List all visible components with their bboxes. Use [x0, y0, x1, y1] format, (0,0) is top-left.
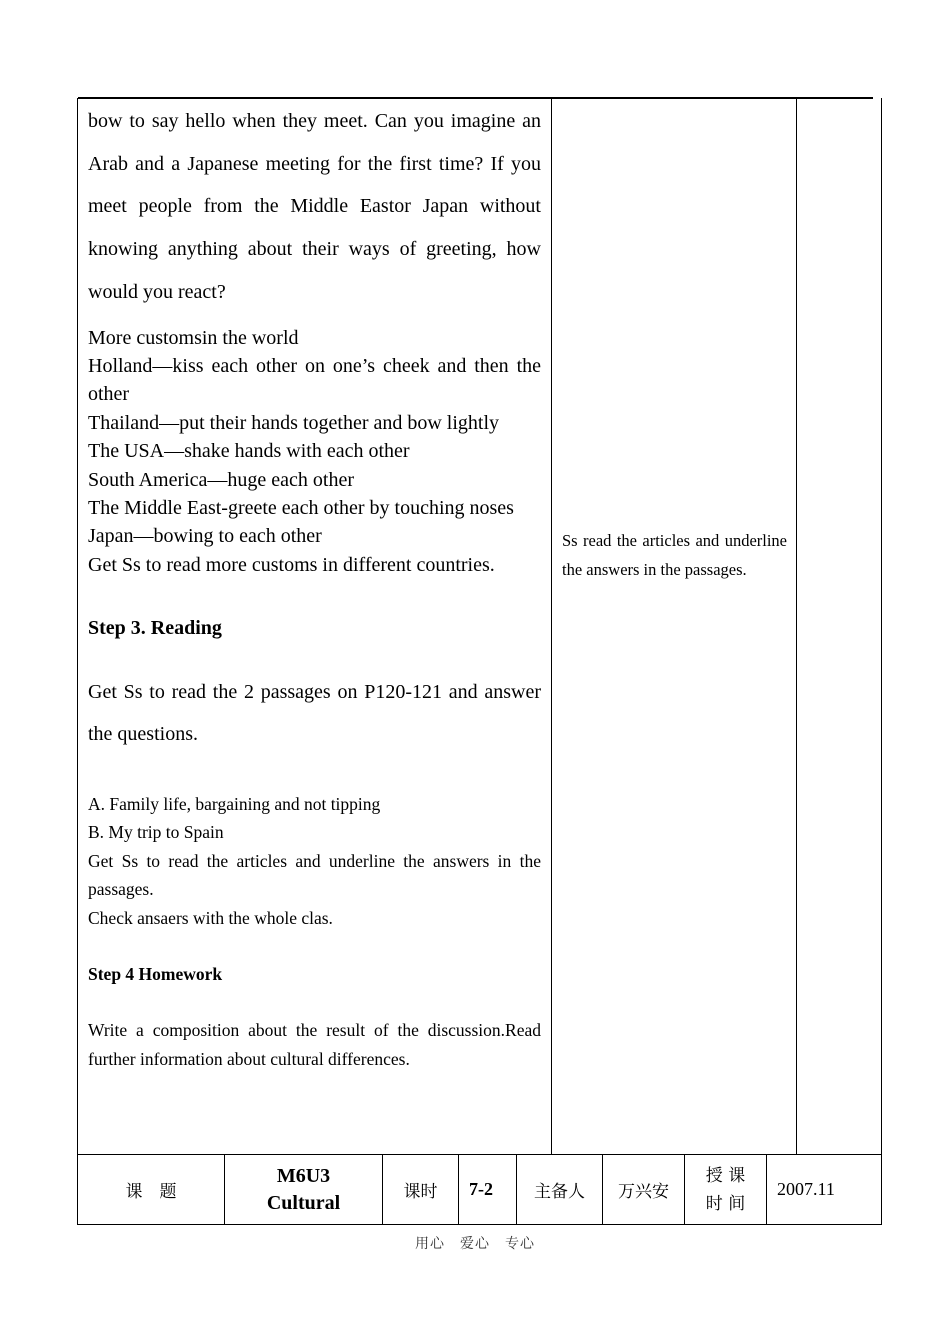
period-value: 7-2	[469, 1179, 493, 1199]
column-divider-1	[551, 98, 552, 1155]
table-border-left	[77, 98, 78, 1225]
step3-instruction: Get Ss to read the 2 passages on P120-121 and answer the questions.	[88, 680, 541, 746]
topic-value-line2: Cultural	[266, 1191, 341, 1214]
passage-item: A. Family life, bargaining and not tipping	[88, 793, 381, 814]
period-value-cell	[459, 1155, 516, 1224]
preparer-label-cell	[517, 1155, 602, 1224]
custom-item: Japan—bowing to each other	[88, 525, 322, 548]
period-label: 课时	[403, 1182, 438, 1202]
preparer-value: 万兴安	[618, 1182, 669, 1202]
preparer-label: 主备人	[534, 1182, 585, 1202]
time-label-cell	[685, 1155, 766, 1224]
time-value-cell	[767, 1155, 881, 1224]
step4-heading: Step 4 Homework	[88, 964, 223, 985]
top-rule	[78, 97, 873, 99]
check-instruction: Check ansaers with the whole clas.	[88, 907, 333, 928]
topic-label-cell	[78, 1155, 224, 1224]
page-footer: 用心 爱心 专心	[415, 1236, 535, 1252]
column-divider-2	[796, 98, 797, 1155]
custom-item: Holland—kiss each other on one’s cheek and then the other	[88, 354, 541, 406]
step3-heading: Step 3. Reading	[88, 617, 222, 640]
period-label-cell	[383, 1155, 458, 1224]
preparer-value-cell	[603, 1155, 684, 1224]
time-label-line2: 时 间	[705, 1193, 746, 1214]
teaching-procedure-cell	[88, 100, 541, 1073]
customs-title: More customsin the world	[88, 326, 299, 349]
custom-item: The USA—shake hands with each other	[88, 440, 410, 463]
topic-value-line1: M6U3	[276, 1164, 331, 1187]
student-activity-cell	[562, 527, 787, 584]
footer-row-bottom-border	[77, 1224, 882, 1225]
topic-value-cell	[225, 1155, 382, 1224]
custom-item: South America—huge each other	[88, 468, 355, 491]
customs-instruction: Get Ss to read more customs in different countries.	[88, 553, 495, 576]
topic-label: 课 题	[125, 1182, 177, 1202]
time-label-line1: 授 课	[705, 1165, 746, 1186]
custom-item: The Middle East-greete each other by touching noses	[88, 496, 514, 519]
passage-item: B. My trip to Spain	[88, 822, 224, 843]
reading-instruction: Get Ss to read the articles and underline the answers in the passages.	[88, 850, 541, 900]
table-border-right	[881, 98, 882, 1225]
student-activity-text: Ss read the articles and underline the answers in the passages.	[562, 531, 787, 579]
homework-text: Write a composition about the result of the discussion.Read further information about cultural differences.	[88, 1020, 541, 1069]
time-value: 2007.11	[777, 1179, 835, 1199]
intro-paragraph: bow to say hello when they meet. Can you imagine an Arab and a Japanese meeting for the first time? If you meet people from the Middle Eastor Japan without knowing anything about their ways of greeting, how would you react?	[88, 110, 541, 303]
custom-item: Thailand—put their hands together and bow lightly	[88, 411, 500, 434]
